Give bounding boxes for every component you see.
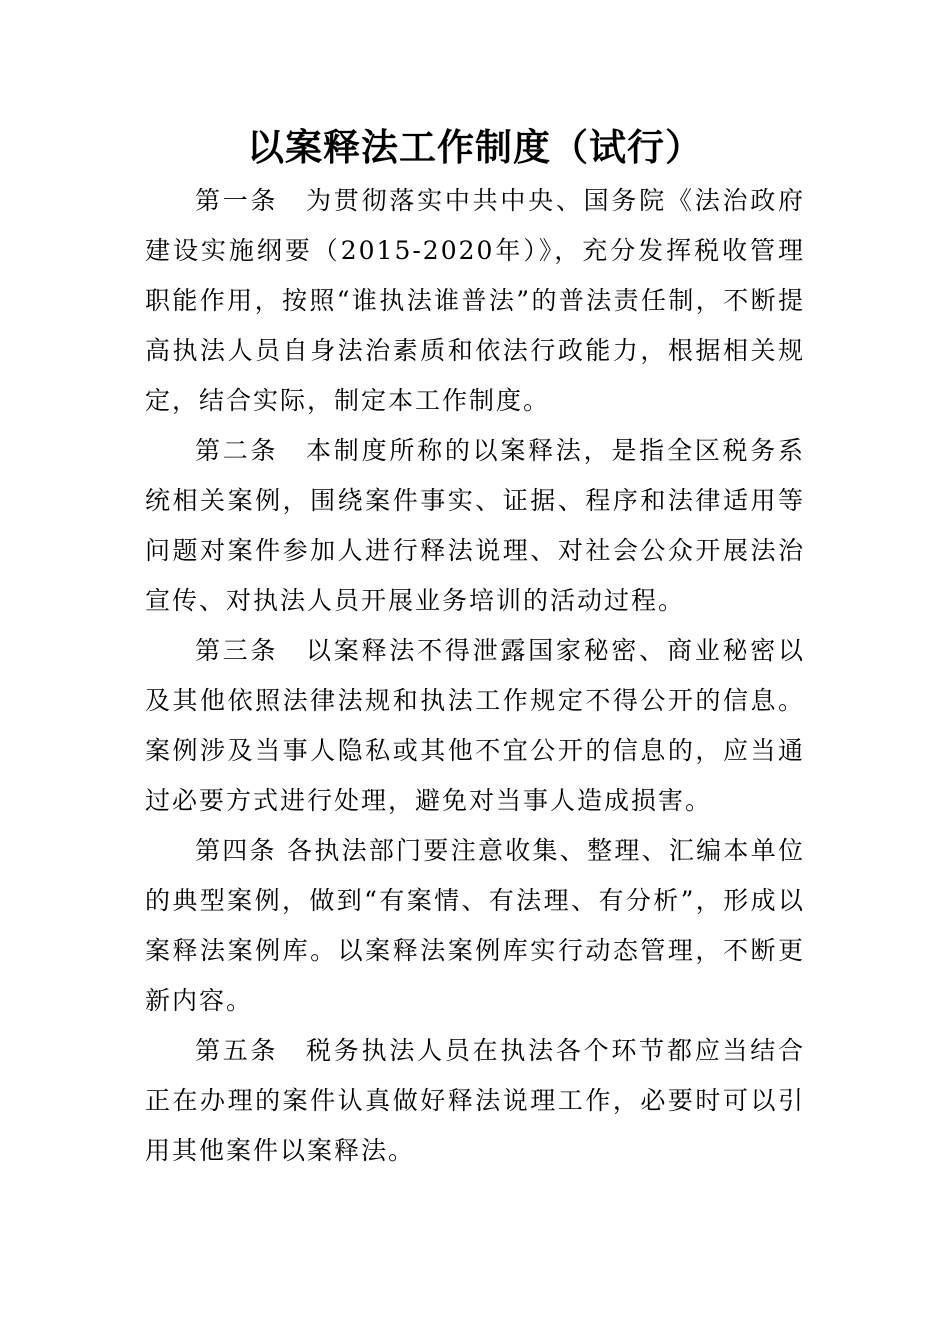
article-3-paragraph: 第三条 以案释法不得泄露国家秘密、商业秘密以及其他依照法律法规和执法工作规定不得公开的信息。案例涉及当事人隐私或其他不宜公开的信息的，应当通过必要方式进行处理，避免对当事人造成损害。 bbox=[145, 636, 805, 815]
article-4-paragraph: 第四条 各执法部门要注意收集、整理、汇编本单位的典型案例，做到“有案情、有法理、有分析”，形成以案释法案例库。以案释法案例库实行动态管理，不断更新内容。 bbox=[145, 836, 805, 1015]
article-1-paragraph: 第一条 为贯彻落实中共中央、国务院《法治政府建设实施纲要（2015-2020年）》，充分发挥税收管理职能作用，按照“谁执法谁普法”的普法责任制，不断提高执法人员自身法治素质和依法行政能力，根据相关规定，结合实际，制定本工作制度。 bbox=[145, 186, 805, 415]
document-body bbox=[145, 176, 805, 1176]
article-2-paragraph: 第二条 本制度所称的以案释法，是指全区税务系统相关案例，围绕案件事实、证据、程序和法律适用等问题对案件参加人进行释法说理、对社会公众开展法治宣传、对执法人员开展业务培训的活动过程。 bbox=[145, 436, 805, 615]
document-title: 以案释法工作制度（试行） bbox=[247, 125, 703, 169]
article-5-paragraph: 第五条 税务执法人员在执法各个环节都应当结合正在办理的案件认真做好释法说理工作，必要时可以引用其他案件以案释法。 bbox=[145, 1036, 805, 1165]
